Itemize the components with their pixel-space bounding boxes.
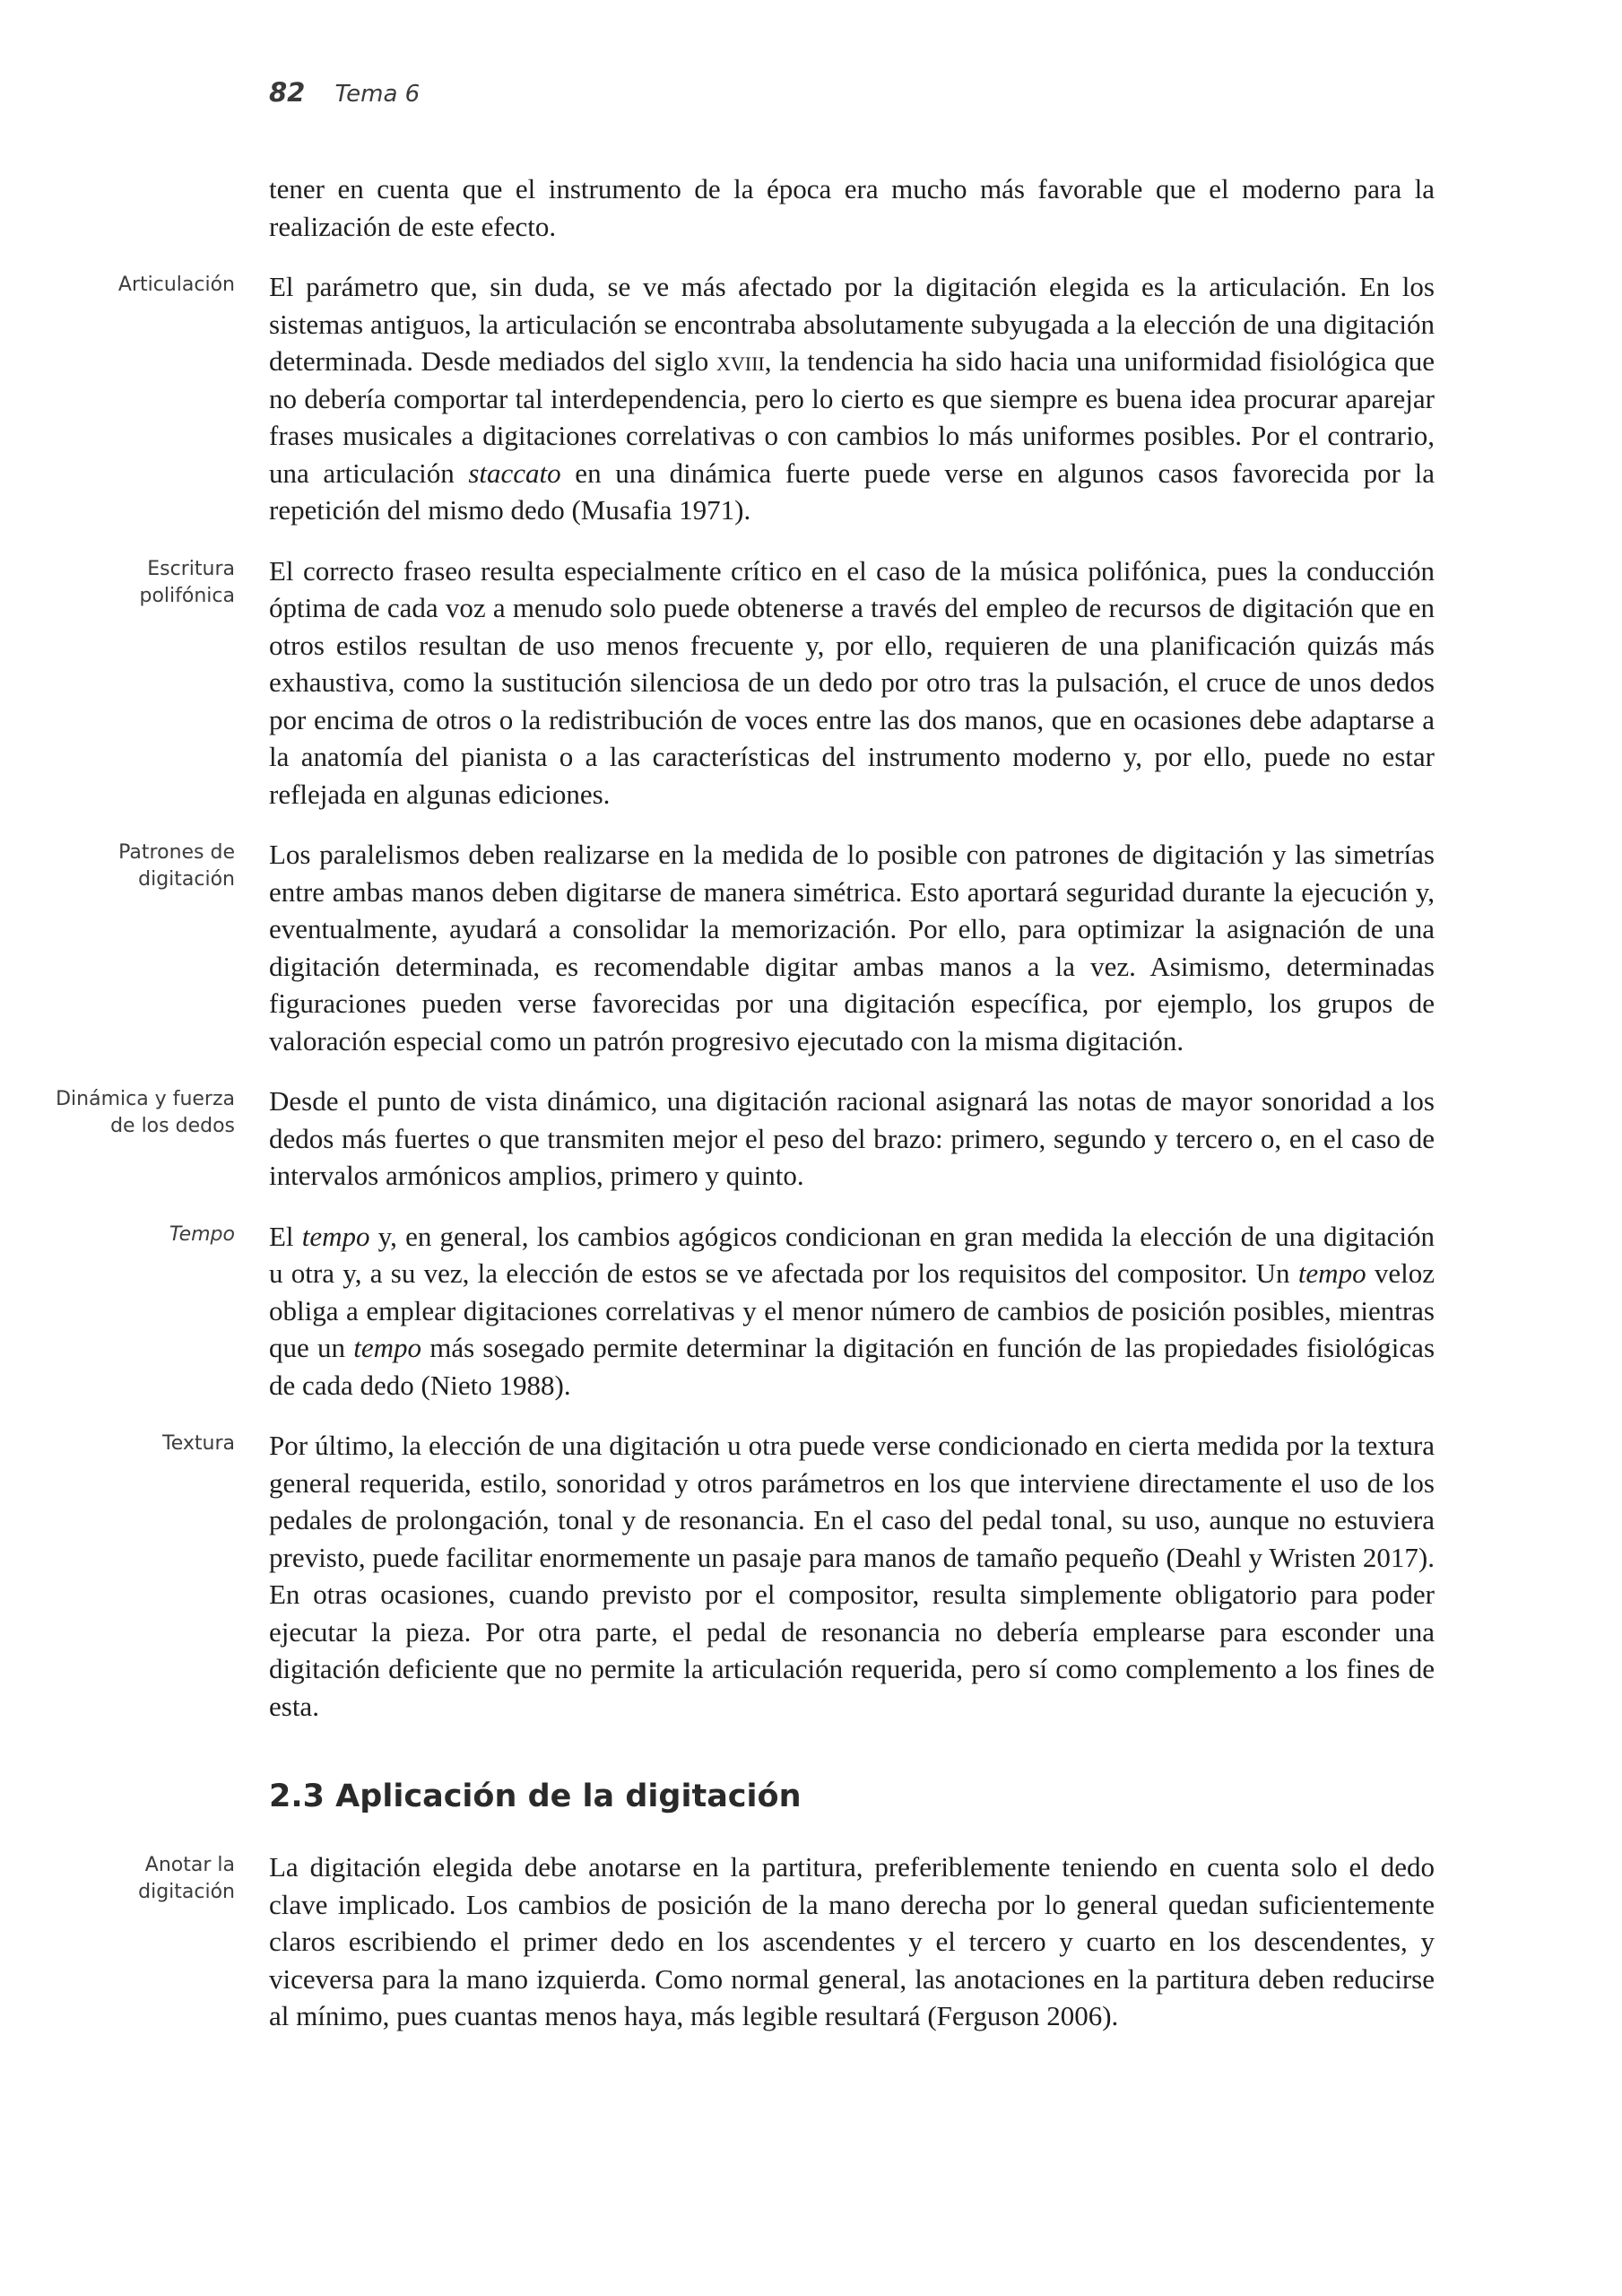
- margin-note: Anotar la digitación: [138, 1854, 235, 1903]
- page-number: 82: [269, 77, 306, 108]
- paragraph-text: tener en cuenta que el instrumento de la época era mucho más favorable que el moderno para la realización de este efecto.: [269, 173, 1435, 242]
- paragraph-articulacion: [117, 268, 1436, 529]
- margin-note: Articulación: [117, 274, 235, 296]
- paragraph-continuation: [269, 170, 1435, 245]
- running-title: Tema 6: [334, 81, 421, 108]
- century-numeral: xviii: [716, 345, 765, 377]
- section-heading: 2.3 Aplicación de la digitación: [269, 1779, 802, 1814]
- italic-term: staccato: [468, 457, 561, 489]
- paragraph-text: El tempo y, en general, los cambios agógicos condicionan en gran medida la elección de una digitación u otra y, a su vez, la elección de estos se ve afectada por los requisitos del compositor. Un tempo veloz obliga a emplear digitaciones correlativas y el menor número de cambios de posición posibles, mientras que un tempo más sosegado permite determinar la digitación en función de las propiedades fisiológicas de cada dedo (Nieto 1988).: [269, 1220, 1436, 1401]
- page-body: [56, 170, 1436, 2058]
- paragraph-textura: [162, 1427, 1435, 1725]
- margin-note: Dinámica y fuerza de los dedos: [56, 1088, 235, 1137]
- paragraph-text: Desde el punto de vista dinámico, una digitación racional asignará las notas de mayor sonoridad a los dedos más fuertes o que transmiten mejor el peso del brazo: primero, segundo y tercero o, en el caso de intervalos armónicos amplios, primero y quinto.: [269, 1085, 1435, 1191]
- paragraph-escritura-polifonica: [139, 552, 1435, 813]
- margin-note: Patrones de digitación: [118, 841, 235, 891]
- paragraph-text: El correcto fraseo resulta especialmente crítico en el caso de la música polifónica, pues la conducción óptima de cada voz a menudo solo puede obtenerse a través del empleo de recursos de digitación que en otros estilos resultan de uso menos frecuente y, por ello, requieren de una planificación quizás más exhaustiva, como la sustitución silenciosa de un dedo por otro tras la pulsación, el cruce de unos dedos por encima de otros o la redistribución de voces entre las dos manos, que en ocasiones debe adaptarse a la anatomía del pianista o a las características del instrumento moderno y, por ello, puede no estar reflejada en algunas ediciones.: [269, 554, 1435, 810]
- paragraph-text: El parámetro que, sin duda, se ve más afectado por la digitación elegida es la articulación. En los sistemas antiguos, la articulación se encontraba absolutamente subyugada a la elección de una digitación determinada. Desde mediados del siglo xviii, la tendencia ha sido hacia una uniformidad fisiológica que no debería comportar tal interdependencia, pero lo cierto es que siempre es buena idea procurar aparejar frases musicales a digitaciones correlativas o con cambios lo más uniformes posibles. Por el contrario, una articulación staccato en una dinámica fuerte puede verse en algunos casos favorecida por la repetición del mismo dedo (Musafia 1971).: [269, 271, 1436, 526]
- margin-note: Tempo: [169, 1222, 235, 1246]
- paragraph-patrones: [118, 836, 1435, 1059]
- page-header: [269, 77, 420, 108]
- margin-note: Textura: [162, 1432, 235, 1455]
- paragraph-text: Por último, la elección de una digitación u otra puede verse condicionado en cierta medida por la textura general requerida, estilo, sonoridad y otros parámetros en los que interviene directamente el uso de los pedales de prolongación, tonal y de resonancia. En el caso del pedal tonal, su uso, aunque no estuviera previsto, puede facilitar enormemente un pasaje para manos de tamaño pequeño (Deahl y Wristen 2017). En otras ocasiones, cuando previsto por el compositor, resulta simplemente obligatorio para poder ejecutar la pieza. Por otra parte, el pedal de resonancia no debería emplearse para esconder una digitación deficiente que no permite la articulación requerida, pero sí como complemento a los fines de esta.: [269, 1430, 1435, 1722]
- paragraph-text: La digitación elegida debe anotarse en la partitura, preferiblemente teniendo en cuenta solo el dedo clave implicado. Los cambios de posición de la mano derecha por lo general quedan suficientemente claros escribiendo el primer dedo en los ascendentes y el tercero y cuarto en los descendentes, y viceversa para la mano izquierda. Como normal general, las anotaciones en la partitura deben reducirse al mínimo, pues cuantas menos haya, más legible resultará (Ferguson 2006).: [269, 1851, 1435, 2031]
- paragraph-dinamica: [56, 1083, 1435, 1195]
- margin-note: Escritura polifónica: [139, 557, 235, 607]
- paragraph-anotar: [138, 1848, 1435, 2035]
- paragraph-tempo: [169, 1218, 1436, 1405]
- paragraph-text: Los paralelismos deben realizarse en la medida de lo posible con patrones de digitación y las simetrías entre ambas manos deben digitarse de manera simétrica. Esto aportará seguridad durante la ejecución y, eventualmente, ayudará a consolidar la memorización. Por ello, para optimizar la asignación de una digitación determinada, es recomendable digitar ambas manos a la vez. Asimismo, determinadas figuraciones pueden verse favorecidas por una digitación específica, por ejemplo, los grupos de valoración especial como un patrón progresivo ejecutado con la misma digitación.: [269, 839, 1435, 1057]
